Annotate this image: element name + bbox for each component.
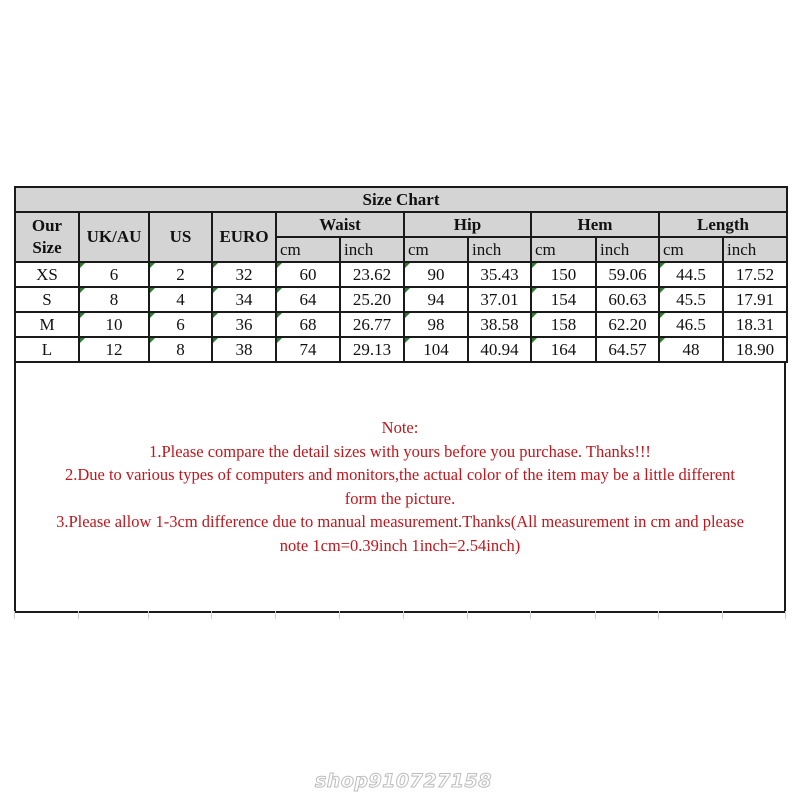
cell-length-cm: 46.5 — [659, 312, 723, 337]
header-waist: Waist — [276, 212, 404, 237]
cell-length-inch: 18.90 — [723, 337, 787, 362]
note-line: form the picture. — [344, 488, 456, 508]
cell-hip-cm: 94 — [404, 287, 468, 312]
table-row — [15, 287, 787, 312]
cell-hem-inch: 59.06 — [596, 262, 659, 287]
cell-waist-inch: 25.20 — [340, 287, 404, 312]
note-line: 2.Due to various types of computers and monitors,the actual color of the item may be a little different — [64, 465, 736, 484]
cell-hip-inch: 38.58 — [468, 312, 531, 337]
subheader-hip-inch: inch — [468, 237, 531, 262]
cell-waist-cm: 60 — [276, 262, 340, 287]
cell-uk-au: 12 — [79, 337, 149, 362]
table-row — [15, 262, 787, 287]
cell-waist-cm: 64 — [276, 287, 340, 312]
cell-waist-inch: 23.62 — [340, 262, 404, 287]
cell-hip-inch: 40.94 — [468, 337, 531, 362]
cell-length-inch: 17.52 — [723, 262, 787, 287]
note-line: 3.Please allow 1-3cm difference due to manual measurement.Thanks(All measurement in cm and please — [56, 512, 744, 531]
cell-waist-inch: 26.77 — [340, 312, 404, 337]
subheader-length-cm: cm — [659, 237, 723, 262]
cell-hip-inch: 37.01 — [468, 287, 531, 312]
cell-us: 4 — [149, 287, 212, 312]
cell-us: 2 — [149, 262, 212, 287]
cell-euro: 34 — [212, 287, 276, 312]
cell-length-inch: 17.91 — [723, 287, 787, 312]
cell-hem-cm: 158 — [531, 312, 596, 337]
cell-our-size: L — [15, 337, 79, 362]
header-euro: EURO — [212, 212, 276, 262]
cell-our-size: S — [15, 287, 79, 312]
shop-watermark: shop910727158 — [315, 770, 492, 792]
cell-us: 6 — [149, 312, 212, 337]
cell-length-cm: 45.5 — [659, 287, 723, 312]
table-title: Size Chart — [15, 187, 787, 212]
subheader-length-inch: inch — [723, 237, 787, 262]
table-row — [15, 337, 787, 362]
cell-hem-cm: 154 — [531, 287, 596, 312]
subheader-waist-inch: inch — [340, 237, 404, 262]
subheader-waist-cm: cm — [276, 237, 340, 262]
cell-hem-inch: 62.20 — [596, 312, 659, 337]
note-line: note 1cm=0.39inch 1inch=2.54inch) — [279, 535, 521, 555]
cell-hem-cm: 164 — [531, 337, 596, 362]
note-heading: Note: — [381, 418, 419, 437]
note-line: 1.Please compare the detail sizes with yours before you purchase. Thanks!!! — [149, 441, 651, 461]
cell-uk-au: 10 — [79, 312, 149, 337]
cell-waist-inch: 29.13 — [340, 337, 404, 362]
cell-hip-inch: 35.43 — [468, 262, 531, 287]
cell-our-size: M — [15, 312, 79, 337]
table-row — [15, 312, 787, 337]
cell-length-cm: 44.5 — [659, 262, 723, 287]
cell-waist-cm: 68 — [276, 312, 340, 337]
cell-hem-inch: 60.63 — [596, 287, 659, 312]
header-hem: Hem — [531, 212, 659, 237]
cell-hip-cm: 104 — [404, 337, 468, 362]
size-chart-table — [14, 186, 788, 363]
cell-hem-cm: 150 — [531, 262, 596, 287]
cell-length-inch: 18.31 — [723, 312, 787, 337]
notes-box — [14, 363, 786, 613]
cell-waist-cm: 74 — [276, 337, 340, 362]
cell-us: 8 — [149, 337, 212, 362]
cell-our-size: XS — [15, 262, 79, 287]
cell-hip-cm: 90 — [404, 262, 468, 287]
cell-euro: 36 — [212, 312, 276, 337]
header-length: Length — [659, 212, 787, 237]
cell-uk-au: 8 — [79, 287, 149, 312]
cell-hem-inch: 64.57 — [596, 337, 659, 362]
cell-hip-cm: 98 — [404, 312, 468, 337]
header-us: US — [149, 212, 212, 262]
subheader-hem-cm: cm — [531, 237, 596, 262]
gridline-ticks — [14, 611, 786, 619]
subheader-hem-inch: inch — [596, 237, 659, 262]
header-hip: Hip — [404, 212, 531, 237]
header-our-size: Our Size — [15, 212, 79, 262]
cell-euro: 32 — [212, 262, 276, 287]
header-uk-au: UK/AU — [79, 212, 149, 262]
subheader-hip-cm: cm — [404, 237, 468, 262]
cell-euro: 38 — [212, 337, 276, 362]
cell-uk-au: 6 — [79, 262, 149, 287]
cell-length-cm: 48 — [659, 337, 723, 362]
size-chart-sheet — [14, 186, 786, 613]
